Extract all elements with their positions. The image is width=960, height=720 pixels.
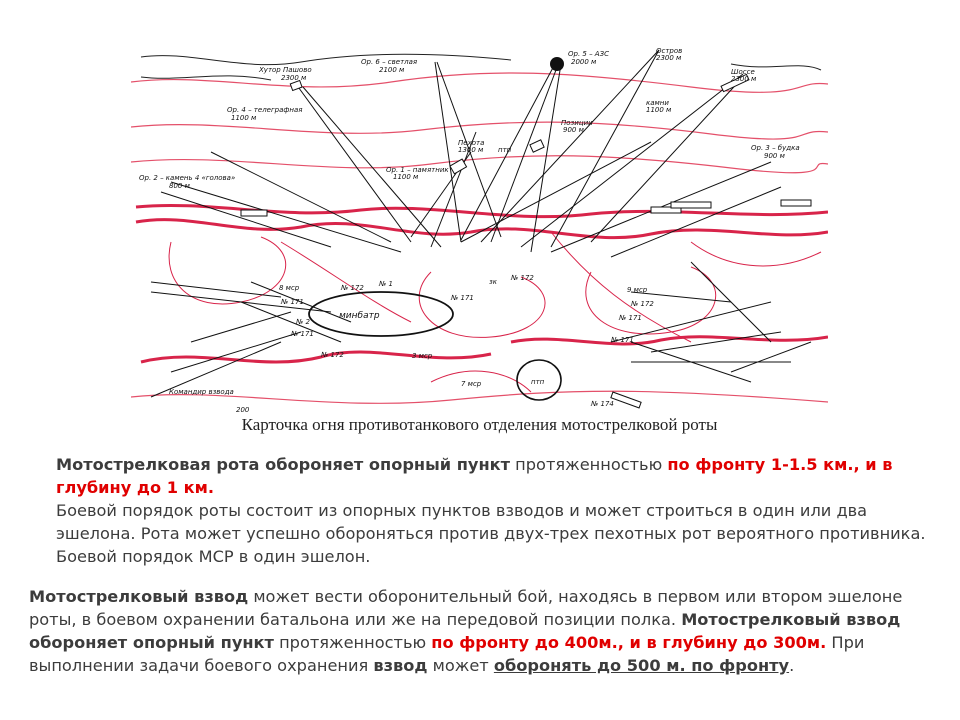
figure-caption: Карточка огня противотанкового отделения мотострелковой роты: [241, 415, 718, 434]
map-label: 7 мср: [461, 380, 482, 388]
map-label: № 174: [591, 400, 614, 408]
map-label: Ор. 3 – будка: [751, 144, 800, 152]
map-label: Ор. 4 – телеграфная: [227, 106, 303, 114]
map-label: 1100 м: [231, 114, 257, 122]
map-label: Остров: [656, 47, 683, 55]
map-label: 2300 м: [731, 75, 757, 83]
map-label: № 172: [321, 351, 344, 359]
fire-card-map: [131, 42, 828, 417]
map-label: Шоссе: [731, 68, 755, 76]
map-label: 2300 м: [656, 54, 682, 62]
para2-text-2: протяженностью: [273, 633, 432, 652]
map-label: № 1: [379, 280, 393, 288]
map-label: Ор. 1 – памятник: [386, 166, 449, 174]
map-label: № 172: [511, 274, 534, 282]
para2-bold-lead: Мотострелковый взвод: [29, 587, 249, 606]
map-label: Позиции: [561, 119, 593, 127]
map-label: 800 м: [169, 182, 190, 190]
map-label: 1100 м: [646, 106, 672, 114]
map-label: № 171: [451, 294, 474, 302]
map-label: № 172: [631, 300, 654, 308]
company-defence-paragraph: [56, 453, 946, 568]
map-label: минбатр: [339, 311, 380, 321]
map-label: 2100 м: [379, 66, 405, 74]
para1-red-dimensions: по фронту 1-1.5 км., и в глубину до 1 км.: [56, 455, 893, 497]
map-label: 200: [236, 406, 250, 414]
map-label: 2300 м: [281, 74, 307, 82]
map-label: Ор. 2 – камень 4 «голова»: [139, 174, 236, 182]
map-label: № 172: [341, 284, 364, 292]
para1-bold-lead: Мотострелковая рота обороняет опорный пункт: [56, 455, 511, 474]
map-label: Ор. 5 – АЗС: [568, 50, 609, 58]
map-label: № 2: [296, 318, 310, 326]
map-label: 900 м: [764, 152, 785, 160]
map-label: зк: [489, 278, 497, 286]
map-label: № 171: [611, 336, 634, 344]
map-label: 2000 м: [571, 58, 597, 66]
para2-bold-front: оборонять до 500 м. по фронту: [493, 656, 790, 675]
map-label: 900 м: [563, 126, 584, 134]
para1-body: Боевой порядок роты состоит из опорных пунктов взводов и может строиться в один или два эшелона. Рота может успешно обороняться против двух-трех пехотных рот вероятного противника. Боевой порядок МСР в один эшелон.: [56, 501, 926, 566]
para1-text: протяженностью: [510, 455, 668, 474]
para2-bold-vzvod: взвод: [373, 656, 428, 675]
para2-period: .: [789, 656, 795, 675]
para2-text-4: может: [427, 656, 494, 675]
map-label: 9 мср: [627, 286, 648, 294]
map-label: 3 мср: [412, 352, 433, 360]
para2-text-3: При выполнении задачи боевого охранения: [29, 633, 865, 675]
para2-red-dimensions: по фронту до 400м., и в глубину до 300м.: [431, 633, 827, 652]
platoon-defence-paragraph: [29, 585, 944, 677]
map-label: № 171: [619, 314, 642, 322]
map-label: 1100 м: [393, 173, 419, 181]
map-label: Пехота: [458, 139, 485, 147]
map-label: № 171: [291, 330, 314, 338]
map-label: Командир взвода: [169, 388, 234, 396]
para2-bold-statement: Мотострелковый взвод обороняет опорный пункт: [29, 610, 901, 652]
map-label: 1300 м: [458, 146, 484, 154]
map-label: № 171: [281, 298, 304, 306]
map-label: Хутор Пашово: [259, 66, 312, 74]
map-label: камни: [646, 99, 669, 107]
para2-text: может вести оборонительный бой, находясь в первом или втором эшелоне роты, в боевом охранении батальона или же на передовой позиции полка.: [29, 587, 903, 629]
map-label: птп: [498, 146, 512, 154]
map-label: Ор. 6 – светлая: [361, 58, 418, 66]
map-label: 8 мср: [279, 284, 300, 292]
map-label: птп: [531, 378, 545, 386]
